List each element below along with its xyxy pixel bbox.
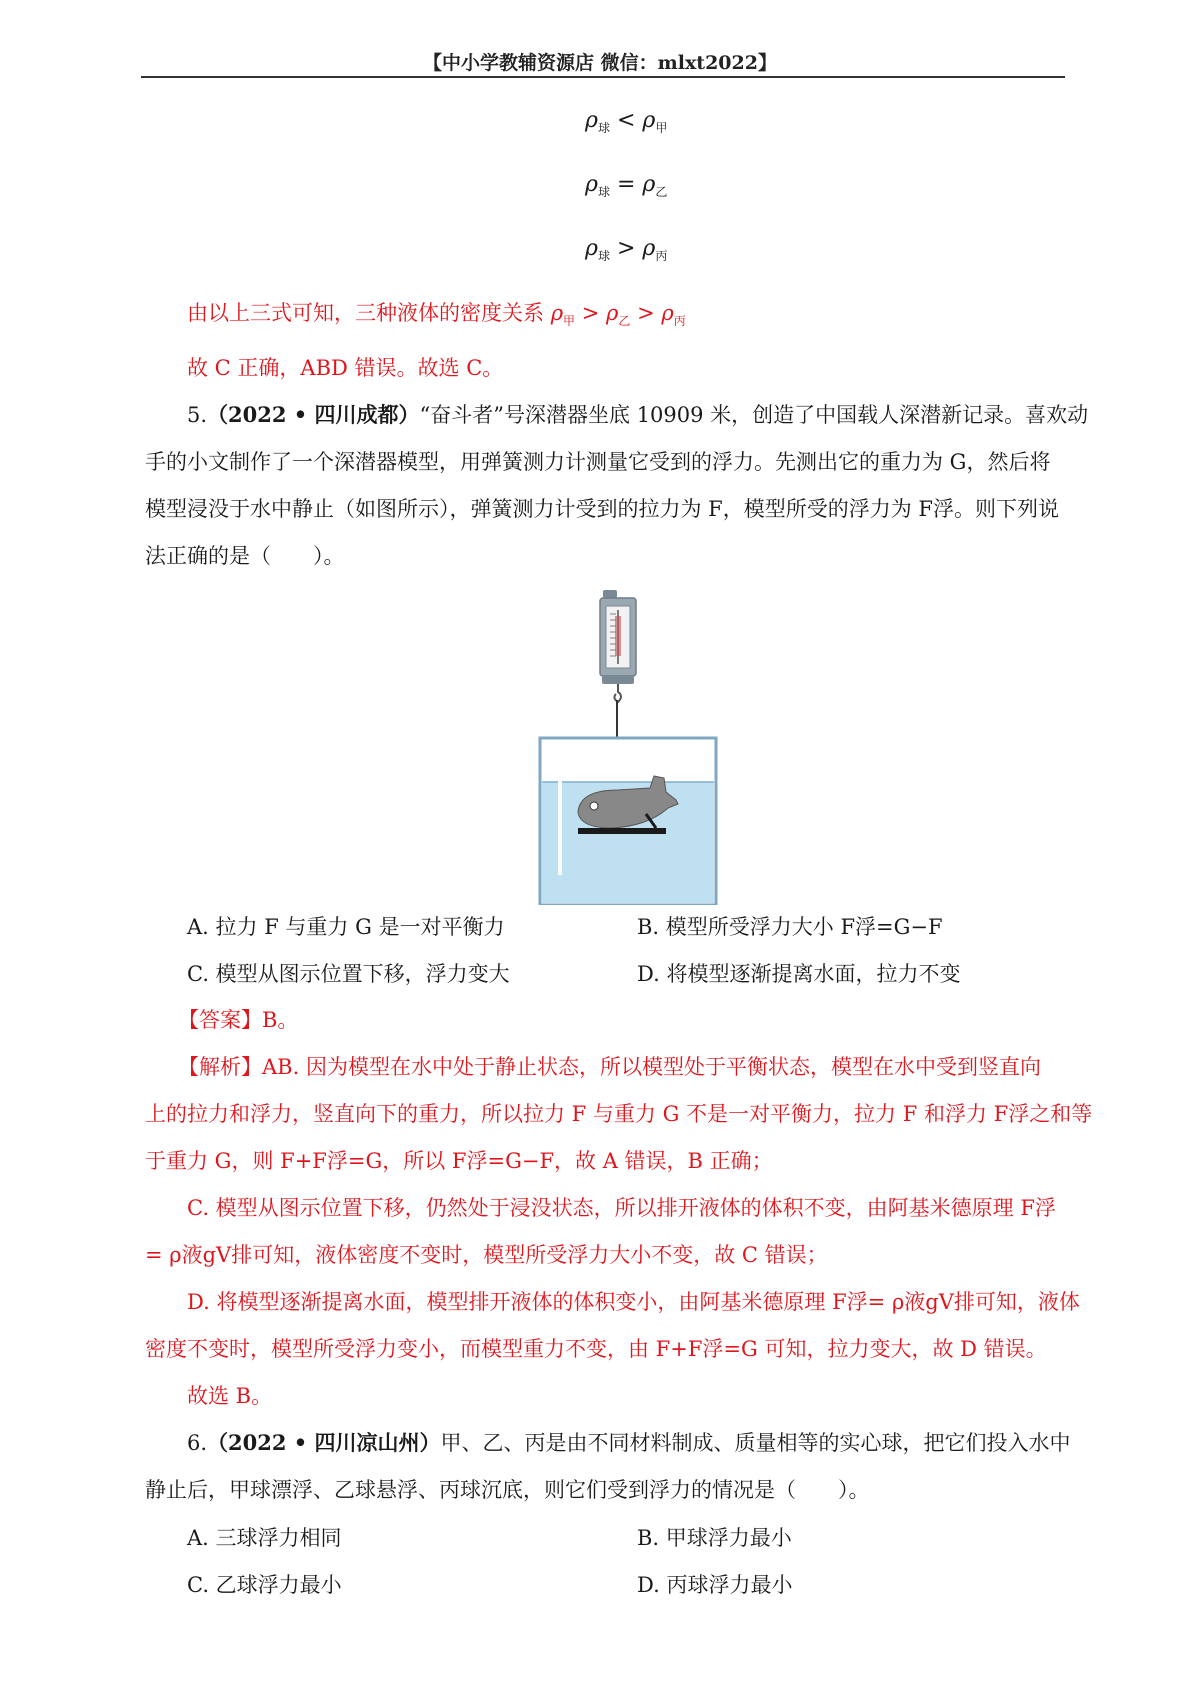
rho-symbol: ρ bbox=[642, 108, 656, 133]
equation-1 bbox=[585, 108, 667, 136]
question-number: 6. bbox=[187, 1431, 208, 1455]
subscript: 甲 bbox=[655, 121, 668, 135]
q6-option-d[interactable]: D. 丙球浮力最小 bbox=[637, 1573, 793, 1597]
subscript: 球 bbox=[597, 121, 610, 135]
spring-scale-figure bbox=[538, 590, 718, 905]
subscript: 乙 bbox=[618, 314, 631, 328]
subscript: 球 bbox=[597, 185, 610, 199]
question-number: 5. bbox=[187, 403, 208, 427]
rho-symbol: ρ bbox=[550, 301, 564, 325]
q5-analysis-6: D. 将模型逐渐提离水面，模型排开液体的体积变小，由阿基米德原理 F浮= ρ液gV排可知，液体 bbox=[187, 1290, 1080, 1314]
q5-answer: 【答案】B。 bbox=[178, 1008, 299, 1032]
q5-option-c[interactable]: C. 模型从图示位置下移，浮力变大 bbox=[187, 962, 510, 986]
rho-symbol: ρ bbox=[585, 236, 598, 261]
rho-symbol: ρ bbox=[661, 301, 674, 325]
q6-option-c[interactable]: C. 乙球浮力最小 bbox=[187, 1573, 342, 1597]
header-rule bbox=[141, 76, 1065, 78]
q5-analysis-1: 【解析】AB. 因为模型在水中处于静止状态，所以模型处于平衡状态，模型在水中受到竖直向 bbox=[178, 1055, 1041, 1079]
q5-final: 故选 B。 bbox=[187, 1384, 273, 1408]
question-source: （2022 • 四川凉山州） bbox=[207, 1430, 441, 1455]
rho-symbol: ρ bbox=[642, 172, 656, 197]
q6-option-b[interactable]: B. 甲球浮力最小 bbox=[637, 1526, 792, 1550]
rho-symbol: ρ bbox=[606, 301, 619, 325]
subscript: 丙 bbox=[655, 249, 668, 263]
page-header: 【中小学教辅资源店 微信：mlxt2022】 bbox=[423, 52, 777, 74]
q6-line-1 bbox=[187, 1428, 1071, 1458]
question-text: “奋斗者”号深潜器坐底 10909 米，创造了中国载人深潜新记录。喜欢动 bbox=[419, 403, 1089, 427]
operator: < bbox=[616, 108, 636, 133]
q5-option-a[interactable]: A. 拉力 F 与重力 G 是一对平衡力 bbox=[187, 915, 505, 939]
rho-symbol: ρ bbox=[585, 108, 598, 133]
q5-line-1 bbox=[187, 400, 1088, 430]
subscript: 乙 bbox=[655, 185, 668, 199]
operator: = bbox=[616, 172, 636, 197]
operator: > bbox=[581, 301, 600, 325]
q5-analysis-3: 于重力 G，则 F+F浮=G，所以 F浮=G−F，故 A 错误，B 正确； bbox=[145, 1149, 773, 1173]
subscript: 丙 bbox=[673, 314, 686, 328]
q5-option-b[interactable]: B. 模型所受浮力大小 F浮=G−F bbox=[637, 915, 943, 939]
q5-analysis-5: = ρ液gV排可知，液体密度不变时，模型所受浮力大小不变，故 C 错误； bbox=[145, 1243, 828, 1267]
q5-option-d[interactable]: D. 将模型逐渐提离水面，拉力不变 bbox=[637, 962, 961, 986]
q6-option-a[interactable]: A. 三球浮力相同 bbox=[187, 1526, 342, 1550]
density-conclusion bbox=[187, 298, 686, 336]
subscript: 球 bbox=[597, 249, 610, 263]
q6-line-2: 静止后，甲球漂浮、乙球悬浮、丙球沉底，则它们受到浮力的情况是（ ）。 bbox=[145, 1478, 870, 1502]
q5-line-4: 法正确的是（ ）。 bbox=[145, 544, 345, 568]
question-source: （2022 • 四川成都） bbox=[207, 402, 420, 427]
q5-analysis-7: 密度不变时，模型所受浮力变小，而模型重力不变，由 F+F浮=G 可知，拉力变大，故 D 错误。 bbox=[145, 1337, 1047, 1361]
operator: > bbox=[637, 301, 655, 325]
subscript: 甲 bbox=[563, 314, 576, 328]
q5-line-3: 模型浸没于水中静止（如图所示），弹簧测力计受到的拉力为 F，模型所受的浮力为 F浮。则下列说 bbox=[145, 497, 1059, 521]
equation-3 bbox=[585, 236, 667, 264]
question-text: 甲、乙、丙是由不同材料制成、质量相等的实心球，把它们投入水中 bbox=[440, 1431, 1071, 1455]
q5-analysis-4: C. 模型从图示位置下移，仍然处于浸没状态，所以排开液体的体积不变，由阿基米德原理 F浮 bbox=[187, 1196, 1056, 1220]
conclusion-text: 由以上三式可知，三种液体的密度关系 bbox=[187, 301, 544, 325]
rho-symbol: ρ bbox=[585, 172, 598, 197]
q5-analysis-2: 上的拉力和浮力，竖直向下的重力，所以拉力 F 与重力 G 不是一对平衡力，拉力 F 和浮力 F浮之和等 bbox=[145, 1102, 1093, 1126]
operator: > bbox=[616, 236, 636, 261]
prev-answer: 故 C 正确，ABD 错误。故选 C。 bbox=[187, 356, 504, 380]
q5-line-2: 手的小文制作了一个深潜器模型，用弹簧测力计测量它受到的浮力。先测出它的重力为 G，然后将 bbox=[145, 450, 1051, 474]
spring-scale-icon bbox=[600, 590, 636, 702]
rho-symbol: ρ bbox=[642, 236, 656, 261]
equation-2 bbox=[585, 172, 667, 200]
